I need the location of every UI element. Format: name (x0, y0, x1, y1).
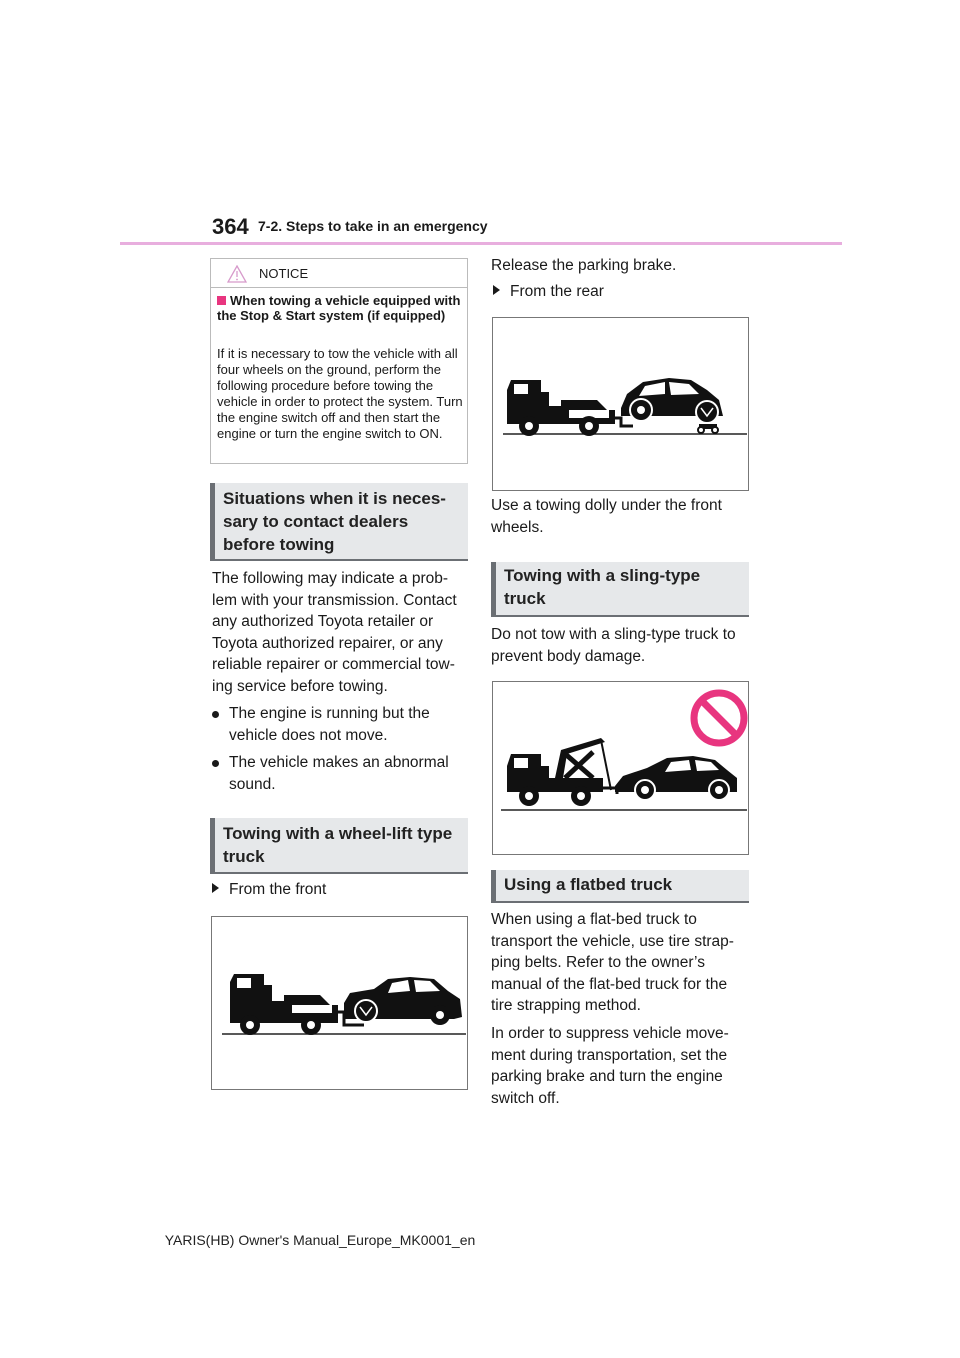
notice-label: NOTICE (259, 266, 309, 281)
page-number: 364 (212, 214, 249, 239)
notice-header (211, 259, 467, 288)
notice-box (210, 258, 468, 464)
figure-wheel-lift-rear (492, 317, 749, 491)
heading-flatbed: Using a flatbed truck (491, 870, 749, 903)
release-brake-text: Release the parking brake. (491, 257, 677, 274)
heading-wheel-lift: Towing with a wheel-lift type truck (210, 818, 468, 874)
flatbed-paragraph-2: In order to suppress vehicle move-ment during transportation, set the parking brake and turn the engine switch off. (491, 1025, 729, 1107)
heading-contact-dealers: Situations when it is neces-sary to contact dealers before towing (210, 483, 468, 561)
warning-triangle-icon (227, 265, 247, 283)
from-rear-text: From the rear (510, 283, 604, 300)
bullet-dot-icon (212, 760, 219, 767)
notice-title (217, 293, 461, 323)
bullet-dot-icon (212, 711, 219, 718)
sling-note: Do not tow with a sling-type truck to prevent body damage. (491, 626, 736, 665)
bullet-item (212, 752, 468, 795)
tow-truck-rear-illustration (493, 318, 748, 490)
figure-sling-type-prohibited (492, 681, 749, 855)
heading-sling-type: Towing with a sling-type truck (491, 562, 749, 617)
from-front-item (212, 881, 326, 899)
triangle-bullet-icon (493, 285, 500, 295)
from-rear-item (493, 283, 604, 301)
notice-body: If it is necessary to tow the vehicle with all four wheels on the ground, perform the following procedure before towing the vehicle in order to protect the system. Turn the engine switch off and then start the engine or turn the engine switch to ON. (217, 346, 463, 441)
tow-truck-front-illustration (212, 917, 467, 1089)
bullet-text: The engine is running but the vehicle does not move. (229, 705, 430, 744)
intro-paragraph: The following may indicate a prob-lem with your transmission. Contact any authorized Toyota retailer or Toyota authorized repairer, or any reliable repairer or commercial tow-ing service before towing. (212, 570, 457, 695)
from-front-text: From the front (229, 881, 327, 898)
prohibition-icon (694, 693, 744, 743)
bullet-item (212, 703, 468, 746)
dolly-note: Use a towing dolly under the front wheels. (491, 497, 722, 536)
sling-truck-illustration (493, 682, 748, 854)
square-bullet-icon (217, 296, 226, 305)
notice-title-text: When towing a vehicle equipped with the Stop & Start system (if equipped) (217, 293, 461, 323)
flatbed-paragraph-1: When using a flat-bed truck to transport the vehicle, use tire strap-ping belts. Refer to the owner’s manual of the flat-bed truck for the tire strapping method. (491, 911, 734, 1015)
bullet-text: The vehicle makes an abnormal sound. (229, 754, 449, 793)
header-divider (120, 242, 842, 245)
footer-manual-id: YARIS(HB) Owner's Manual_Europe_MK0001_en (164, 1232, 476, 1248)
section-title: 7-2. Steps to take in an emergency (258, 218, 488, 234)
triangle-bullet-icon (212, 883, 219, 893)
figure-wheel-lift-front (211, 916, 468, 1090)
